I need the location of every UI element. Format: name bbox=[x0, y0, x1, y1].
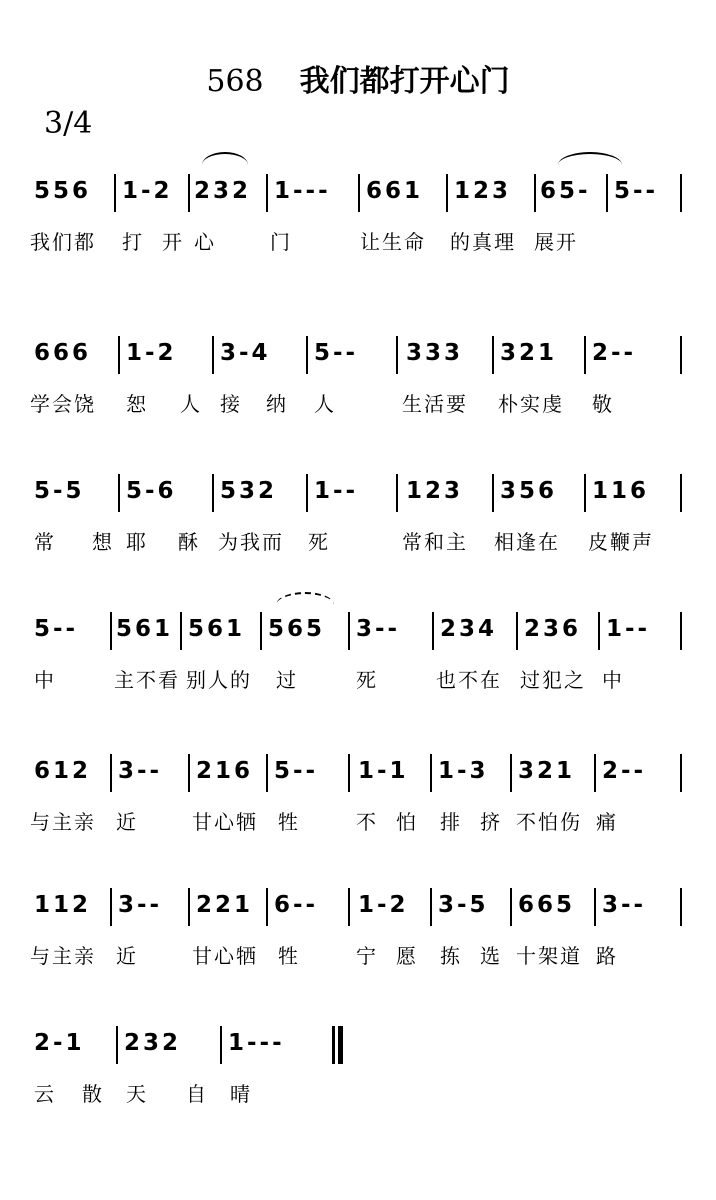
bar-line bbox=[680, 612, 682, 650]
final-bar-line-thin bbox=[332, 1026, 335, 1064]
lyric-text: 打 bbox=[122, 230, 144, 254]
measure-notes: 123 bbox=[454, 178, 512, 204]
measure-notes: 236 bbox=[524, 616, 582, 642]
measure-notes: 6-- bbox=[274, 892, 319, 918]
lyric-text: 天 bbox=[126, 1082, 148, 1106]
notes-row bbox=[30, 340, 690, 380]
measure-notes: 665 bbox=[518, 892, 576, 918]
measure-notes: 2-1 bbox=[34, 1030, 85, 1056]
measure-notes: 234 bbox=[440, 616, 498, 642]
lyric-text: 云 bbox=[34, 1082, 56, 1106]
measure-notes: 321 bbox=[500, 340, 558, 366]
bar-line bbox=[584, 336, 586, 374]
measure-notes: 666 bbox=[34, 340, 92, 366]
slur-mark bbox=[276, 592, 334, 618]
lyric-text: 散 bbox=[82, 1082, 104, 1106]
measure-notes: 1-1 bbox=[358, 758, 409, 784]
bar-line bbox=[212, 474, 214, 512]
lyric-text: 中 bbox=[34, 668, 56, 692]
bar-line bbox=[220, 1026, 222, 1064]
measure-notes: 612 bbox=[34, 758, 92, 784]
bar-line bbox=[680, 888, 682, 926]
bar-line bbox=[492, 336, 494, 374]
measure-notes: 333 bbox=[406, 340, 464, 366]
lyric-text: 生活要 bbox=[402, 392, 468, 416]
bar-line bbox=[430, 888, 432, 926]
measure-notes: 321 bbox=[518, 758, 576, 784]
lyric-text: 与主亲 bbox=[30, 944, 96, 968]
bar-line bbox=[680, 754, 682, 792]
song-number: 568 bbox=[206, 64, 264, 99]
bar-line bbox=[348, 888, 350, 926]
bar-line bbox=[680, 174, 682, 212]
measure-notes: 116 bbox=[592, 478, 650, 504]
slur-mark bbox=[558, 152, 622, 178]
lyric-text: 选 bbox=[480, 944, 502, 968]
lyrics-row bbox=[30, 1078, 690, 1112]
lyric-text: 死 bbox=[308, 530, 330, 554]
lyric-text: 耶 bbox=[126, 530, 148, 554]
measure-notes: 216 bbox=[196, 758, 254, 784]
measure-notes: 1--- bbox=[274, 178, 331, 204]
bar-line bbox=[348, 612, 350, 650]
bar-line bbox=[584, 474, 586, 512]
bar-line bbox=[212, 336, 214, 374]
measure-notes: 1--- bbox=[228, 1030, 285, 1056]
bar-line bbox=[260, 612, 262, 650]
measure-notes: 532 bbox=[220, 478, 278, 504]
bar-line bbox=[680, 336, 682, 374]
measure-notes: 2-- bbox=[602, 758, 647, 784]
lyric-text: 接 bbox=[220, 392, 242, 416]
notes-row bbox=[30, 1030, 690, 1070]
lyric-text: 十架道 bbox=[516, 944, 582, 968]
measure-notes: 123 bbox=[406, 478, 464, 504]
lyric-text: 也不在 bbox=[436, 668, 502, 692]
measure-notes: 561 bbox=[116, 616, 174, 642]
lyric-text: 甘心牺 bbox=[192, 810, 258, 834]
lyric-text: 为我而 bbox=[218, 530, 284, 554]
measure-notes: 112 bbox=[34, 892, 92, 918]
lyric-text: 近 bbox=[116, 944, 138, 968]
bar-line bbox=[110, 612, 112, 650]
bar-line bbox=[680, 474, 682, 512]
bar-line bbox=[594, 888, 596, 926]
lyric-text: 敬 bbox=[592, 392, 614, 416]
notes-row bbox=[30, 616, 690, 656]
lyrics-row bbox=[30, 226, 690, 260]
lyric-text: 皮鞭声 bbox=[588, 530, 654, 554]
bar-line bbox=[516, 612, 518, 650]
measure-notes: 356 bbox=[500, 478, 558, 504]
bar-line bbox=[396, 336, 398, 374]
measure-notes: 232 bbox=[194, 178, 252, 204]
bar-line bbox=[306, 474, 308, 512]
time-signature: 3/4 bbox=[44, 106, 93, 141]
measure-notes: 5-- bbox=[34, 616, 79, 642]
measure-notes: 65- bbox=[540, 178, 591, 204]
lyric-text: 让生命 bbox=[360, 230, 426, 254]
bar-line bbox=[348, 754, 350, 792]
bar-line bbox=[306, 336, 308, 374]
lyric-text: 我们都 bbox=[30, 230, 96, 254]
bar-line bbox=[534, 174, 536, 212]
lyric-text: 挤 bbox=[480, 810, 502, 834]
lyric-text: 愿 bbox=[396, 944, 418, 968]
lyric-text: 的真理 bbox=[450, 230, 516, 254]
bar-line bbox=[188, 754, 190, 792]
notes-row bbox=[30, 892, 690, 932]
measure-notes: 2-- bbox=[592, 340, 637, 366]
measure-notes: 1-- bbox=[606, 616, 651, 642]
notes-row bbox=[30, 758, 690, 798]
bar-line bbox=[598, 612, 600, 650]
bar-line bbox=[594, 754, 596, 792]
lyric-text: 别人的 bbox=[186, 668, 252, 692]
measure-notes: 561 bbox=[188, 616, 246, 642]
bar-line bbox=[118, 474, 120, 512]
lyric-text: 不 bbox=[356, 810, 378, 834]
lyric-text: 怕 bbox=[396, 810, 418, 834]
song-title bbox=[0, 56, 716, 100]
final-bar-line-thick bbox=[338, 1026, 343, 1064]
bar-line bbox=[492, 474, 494, 512]
slur-mark bbox=[202, 152, 248, 178]
bar-line bbox=[118, 336, 120, 374]
bar-line bbox=[446, 174, 448, 212]
lyric-text: 过 bbox=[276, 668, 298, 692]
measure-notes: 232 bbox=[124, 1030, 182, 1056]
lyric-text: 展开 bbox=[534, 230, 578, 254]
measure-notes: 5-6 bbox=[126, 478, 177, 504]
lyric-text: 不怕伤 bbox=[516, 810, 582, 834]
lyric-text: 纳 bbox=[266, 392, 288, 416]
lyric-text: 近 bbox=[116, 810, 138, 834]
notes-row bbox=[30, 178, 690, 218]
measure-notes: 3-- bbox=[118, 892, 163, 918]
measure-notes: 661 bbox=[366, 178, 424, 204]
lyric-text: 心 bbox=[194, 230, 216, 254]
measure-notes: 1-2 bbox=[126, 340, 177, 366]
bar-line bbox=[430, 754, 432, 792]
measure-notes: 5-- bbox=[614, 178, 659, 204]
measure-notes: 556 bbox=[34, 178, 92, 204]
lyric-text: 中 bbox=[602, 668, 624, 692]
lyric-text: 学会饶 bbox=[30, 392, 96, 416]
notes-row bbox=[30, 478, 690, 518]
bar-line bbox=[358, 174, 360, 212]
measure-notes: 5-- bbox=[274, 758, 319, 784]
lyrics-row bbox=[30, 388, 690, 422]
lyrics-row bbox=[30, 806, 690, 840]
lyric-text: 宁 bbox=[356, 944, 378, 968]
lyric-text: 开 bbox=[162, 230, 184, 254]
lyric-text: 相逢在 bbox=[494, 530, 560, 554]
lyric-text: 人 bbox=[314, 392, 336, 416]
lyric-text: 朴实虔 bbox=[498, 392, 564, 416]
bar-line bbox=[432, 612, 434, 650]
measure-notes: 565 bbox=[268, 616, 326, 642]
lyrics-row bbox=[30, 664, 690, 698]
bar-line bbox=[396, 474, 398, 512]
measure-notes: 5-- bbox=[314, 340, 359, 366]
lyric-text: 排 bbox=[440, 810, 462, 834]
lyric-text: 路 bbox=[596, 944, 618, 968]
lyric-text: 自 bbox=[186, 1082, 208, 1106]
measure-notes: 3-- bbox=[602, 892, 647, 918]
measure-notes: 1-3 bbox=[438, 758, 489, 784]
lyric-text: 想 bbox=[92, 530, 114, 554]
lyrics-row bbox=[30, 526, 690, 560]
measure-notes: 1-- bbox=[314, 478, 359, 504]
bar-line bbox=[266, 174, 268, 212]
measure-notes: 1-2 bbox=[122, 178, 173, 204]
measure-notes: 5-5 bbox=[34, 478, 85, 504]
lyric-text: 死 bbox=[356, 668, 378, 692]
bar-line bbox=[116, 1026, 118, 1064]
lyrics-row bbox=[30, 940, 690, 974]
lyric-text: 人 bbox=[180, 392, 202, 416]
measure-notes: 3-- bbox=[356, 616, 401, 642]
bar-line bbox=[510, 888, 512, 926]
lyric-text: 恕 bbox=[126, 392, 148, 416]
lyric-text: 常和主 bbox=[402, 530, 468, 554]
bar-line bbox=[114, 174, 116, 212]
measure-notes: 221 bbox=[196, 892, 254, 918]
measure-notes: 1-2 bbox=[358, 892, 409, 918]
lyric-text: 常 bbox=[34, 530, 56, 554]
lyric-text: 拣 bbox=[440, 944, 462, 968]
bar-line bbox=[180, 612, 182, 650]
bar-line bbox=[110, 888, 112, 926]
measure-notes: 3-- bbox=[118, 758, 163, 784]
lyric-text: 牲 bbox=[278, 944, 300, 968]
lyric-text: 晴 bbox=[230, 1082, 252, 1106]
bar-line bbox=[188, 174, 190, 212]
lyric-text: 门 bbox=[270, 230, 292, 254]
bar-line bbox=[510, 754, 512, 792]
lyric-text: 与主亲 bbox=[30, 810, 96, 834]
bar-line bbox=[606, 174, 608, 212]
lyric-text: 酥 bbox=[178, 530, 200, 554]
lyric-text: 甘心牺 bbox=[192, 944, 258, 968]
lyric-text: 牲 bbox=[278, 810, 300, 834]
bar-line bbox=[266, 888, 268, 926]
lyric-text: 痛 bbox=[596, 810, 618, 834]
lyric-text: 主不看 bbox=[114, 668, 180, 692]
bar-line bbox=[188, 888, 190, 926]
measure-notes: 3-4 bbox=[220, 340, 271, 366]
bar-line bbox=[266, 754, 268, 792]
song-name: 我们都打开心门 bbox=[299, 64, 510, 99]
measure-notes: 3-5 bbox=[438, 892, 489, 918]
lyric-text: 过犯之 bbox=[520, 668, 586, 692]
bar-line bbox=[110, 754, 112, 792]
